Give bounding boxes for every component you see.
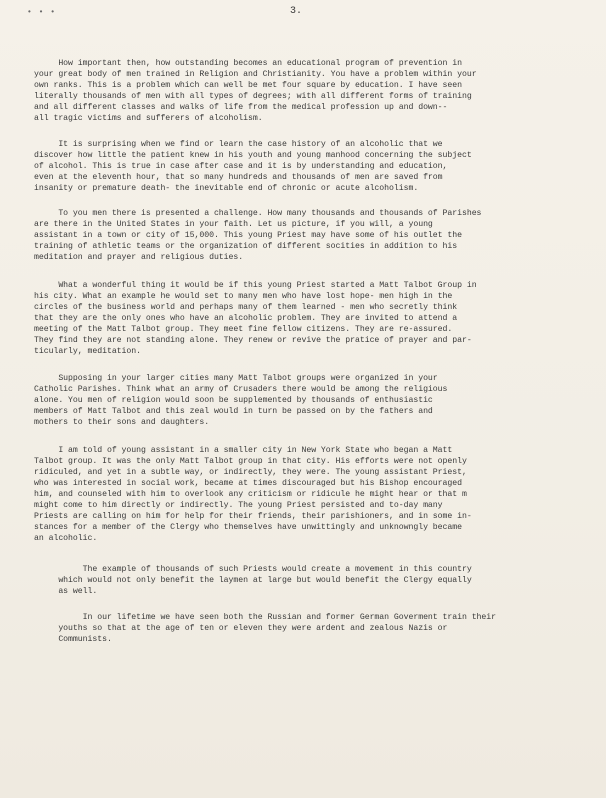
text-line: all tragic victims and sufferers of alcoholism. <box>34 114 263 123</box>
text-line: Supposing in your larger cities many Matt Talbot groups were organized in your <box>34 374 438 383</box>
text-line: who was interested in social work, became at times discouraged but his Bishop encouraged <box>34 479 462 488</box>
text-line: and all different classes and walks of life from the medical profession up and down-- <box>34 103 448 112</box>
paragraph-1 <box>34 58 594 124</box>
text-line: him, and counseled with him to overlook any criticism or ridicule he might hear or that m <box>34 490 467 499</box>
text-line: training of athletic teams or the organization of different socities in addition to his <box>34 242 458 251</box>
text-line: Talbot group. It was the only Matt Talbot group in that city. His efforts were not openly <box>34 457 467 466</box>
text-line: ridiculed, and yet in a subtle way, or indirectly, they were. The young assistant Priest, <box>34 468 467 477</box>
text-line: of alcohol. This is true in case after case and it is by understanding and education, <box>34 162 448 171</box>
paragraph-7 <box>34 564 594 597</box>
paragraph-8 <box>34 612 594 645</box>
paragraph-6 <box>34 445 594 544</box>
text-line: To you men there is presented a challenge. How many thousands and thousands of Parishes <box>34 209 482 218</box>
paragraph-2 <box>34 139 594 194</box>
text-line: Communists. <box>34 635 112 644</box>
text-line: even at the eleventh hour, that so many hundreds and thousands of men are saved from <box>34 173 443 182</box>
text-line: stances for a member of the Clergy who themselves have unwittingly and unknowngly became <box>34 523 462 532</box>
text-line: his city. What an example he would set to many men who have lost hope- men high in the <box>34 292 453 301</box>
text-line: own ranks. This is a problem which can well be met four square by education. I have seen <box>34 81 462 90</box>
text-line: literally thousands of men with all types of degrees; with all different forms of training <box>34 92 472 101</box>
paragraph-3 <box>34 208 594 263</box>
paragraph-5 <box>34 373 594 428</box>
text-line: It is surprising when we find or learn the case history of an alcoholic that we <box>34 140 443 149</box>
text-line: that they are the only ones who have an alcoholic problem. They are invited to attend a <box>34 314 458 323</box>
text-line: an alcoholic. <box>34 534 98 543</box>
text-line: Priests are calling on him for help for their friends, their parishioners, and in some in- <box>34 512 472 521</box>
text-line: In our lifetime we have seen both the Russian and former German Goverment train their <box>34 613 497 622</box>
text-line: discover how little the patient knew in his youth and young manhood concerning the subject <box>34 151 472 160</box>
text-line: mothers to their sons and daughters. <box>34 418 210 427</box>
text-line: are there in the United States in your faith. Let us picture, if you will, a young <box>34 220 433 229</box>
text-line: as well. <box>34 587 98 596</box>
text-line: which would not only benefit the laymen at large but would benefit the Clergy equally <box>34 576 472 585</box>
page-number: 3. <box>290 6 303 17</box>
text-line: How important then, how outstanding becomes an educational program of prevention in <box>34 59 462 68</box>
text-line: The example of thousands of such Priests would create a movement in this country <box>34 565 472 574</box>
text-line: circles of the business world and perhaps many of them learned - men who secretly think <box>34 303 458 312</box>
text-line: youths so that at the age of ten or eleven they were ardent and zealous Nazis or <box>34 624 448 633</box>
corner-mark: • • • <box>27 8 57 17</box>
text-line: Catholic Parishes. Think what an army of Crusaders there would be among the religious <box>34 385 448 394</box>
paragraph-4 <box>34 280 594 357</box>
text-line: your great body of men trained in Religion and Christianity. You have a problem within your <box>34 70 477 79</box>
text-line: meditation and prayer and religious duties. <box>34 253 244 262</box>
text-line: might come to him directly or indirectly. The young Priest persisted and to-day many <box>34 501 443 510</box>
text-line: assistant in a town or city of 15,000. This young Priest may have some of his outlet the <box>34 231 462 240</box>
text-line: insanity or premature death- the inevitable end of chronic or acute alcoholism. <box>34 184 419 193</box>
text-line: They find they are not standing alone. They renew or revive the pratice of prayer and par- <box>34 336 472 345</box>
text-line: ticularly, meditation. <box>34 347 141 356</box>
text-line: meeting of the Matt Talbot group. They meet fine fellow citizens. They are re-assured. <box>34 325 453 334</box>
text-line: members of Matt Talbot and this zeal would in turn be passed on by the fathers and <box>34 407 433 416</box>
text-line: What a wonderful thing it would be if this young Priest started a Matt Talbot Group in <box>34 281 477 290</box>
text-line: alone. You men of religion would soon be supplemented by thousands of enthusiastic <box>34 396 433 405</box>
text-line: I am told of young assistant in a smaller city in New York State who began a Matt <box>34 446 453 455</box>
